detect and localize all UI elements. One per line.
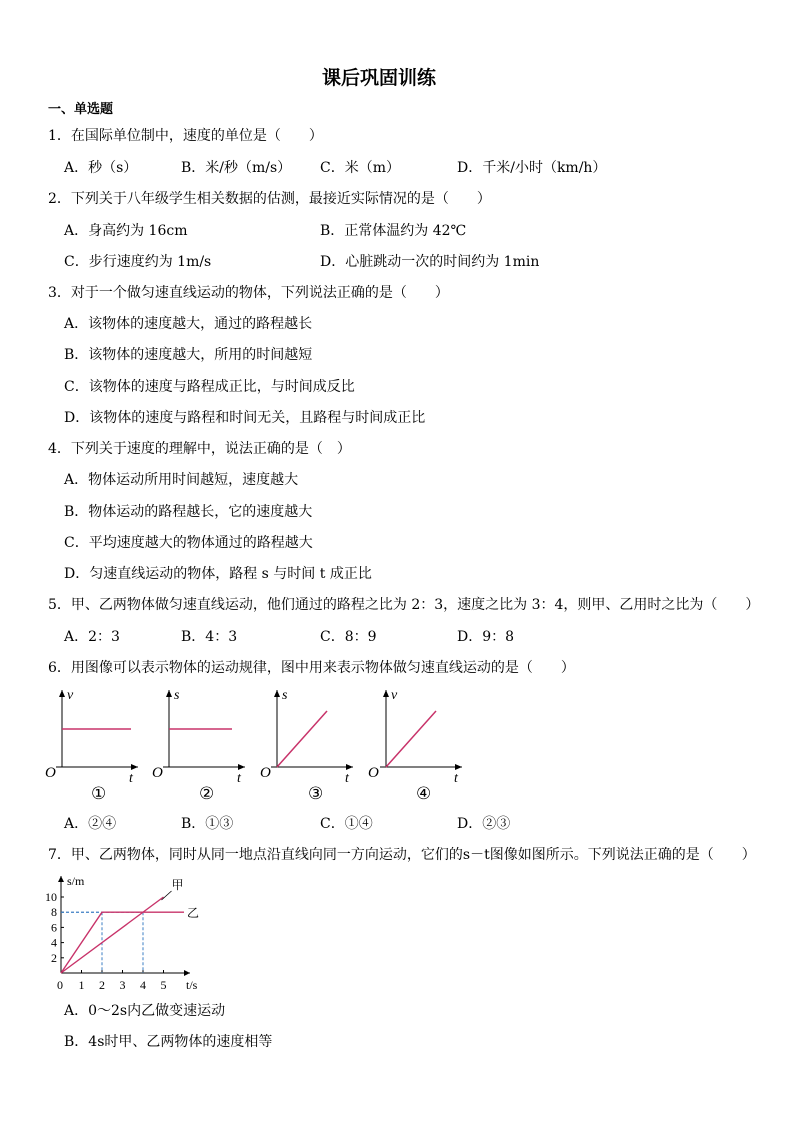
y-tick-label: 6 bbox=[51, 920, 57, 935]
question-1-option-d[interactable]: D．千米/小时（km/h） bbox=[457, 160, 607, 176]
x-tick-label: 5 bbox=[160, 978, 167, 992]
page-title: 课后巩固训练 bbox=[321, 67, 436, 89]
question-4-option-b[interactable]: B．物体运动的路程越长，它的速度越大 bbox=[64, 504, 313, 520]
graph-1-y-label: v bbox=[67, 688, 74, 703]
graph-4-line bbox=[386, 711, 436, 767]
graph-1-origin: O bbox=[45, 765, 56, 781]
graph-3-caption: ③ bbox=[308, 784, 324, 804]
question-4-option-c[interactable]: C．平均速度越大的物体通过的路程越大 bbox=[64, 535, 313, 551]
graph-3-origin: O bbox=[260, 765, 271, 781]
graph-1-caption: ① bbox=[91, 784, 107, 804]
question-1-option-c[interactable]: C．米（m） bbox=[320, 160, 400, 176]
motion-graphs-figure bbox=[40, 684, 480, 784]
question-6-option-b[interactable]: B．①③ bbox=[181, 816, 234, 832]
y-tick-label: 2 bbox=[51, 950, 57, 965]
graph-3 bbox=[260, 688, 353, 784]
graph-4-y-label: v bbox=[391, 688, 398, 703]
question-5-option-c[interactable]: C．8：9 bbox=[320, 629, 377, 645]
graph-1 bbox=[45, 688, 138, 784]
y-tick-label: 10 bbox=[45, 890, 57, 904]
x-tick-label: 2 bbox=[99, 978, 105, 992]
x-axis-label: t/s bbox=[186, 978, 198, 992]
question-3-option-d[interactable]: D．该物体的速度与路程和时间无关，且路程与时间成正比 bbox=[64, 410, 426, 426]
y-tick-label: 4 bbox=[51, 935, 57, 950]
question-3-stem: 3．对于一个做匀速直线运动的物体，下列说法正确的是（ ） bbox=[48, 285, 449, 301]
series-2-label: 乙 bbox=[187, 906, 200, 921]
question-5-option-d[interactable]: D．9：8 bbox=[457, 629, 515, 645]
x-tick-label: 4 bbox=[140, 978, 146, 992]
question-3-option-c[interactable]: C．该物体的速度与路程成正比，与时间成反比 bbox=[64, 379, 355, 395]
series-line-2 bbox=[61, 912, 184, 973]
question-2-option-b[interactable]: B．正常体温约为 42℃ bbox=[320, 223, 467, 239]
question-2-stem: 2．下列关于八年级学生相关数据的估测，最接近实际情况的是（ ） bbox=[48, 191, 491, 207]
graph-4-x-label: t bbox=[454, 771, 458, 784]
graph-2-caption: ② bbox=[199, 784, 215, 804]
question-2-option-c[interactable]: C．步行速度约为 1m/s bbox=[64, 254, 212, 270]
graph-1-x-label: t bbox=[129, 771, 133, 784]
y-tick-label: 8 bbox=[51, 905, 57, 920]
question-7-option-b[interactable]: B．4s时甲、乙两物体的速度相等 bbox=[64, 1034, 273, 1050]
question-6-option-a[interactable]: A．②④ bbox=[64, 816, 117, 832]
y-axis-label: s/m bbox=[67, 874, 85, 888]
question-4-option-a[interactable]: A．物体运动所用时间越短，速度越大 bbox=[64, 472, 299, 488]
series-1-leader bbox=[162, 891, 172, 900]
graph-4-origin: O bbox=[368, 765, 379, 781]
graph-3-line bbox=[277, 711, 327, 767]
question-3-option-a[interactable]: A．该物体的速度越大，通过的路程越长 bbox=[64, 316, 313, 332]
question-2-option-a[interactable]: A．身高约为 16cm bbox=[64, 223, 188, 239]
question-7-stem: 7．甲、乙两物体，同时从同一地点沿直线向同一方向运动，它们的s－t图像如图所示。下列说法正确的是（ ） bbox=[48, 847, 756, 863]
question-2-option-d[interactable]: D．心脏跳动一次的时间约为 1min bbox=[320, 254, 540, 270]
question-1-option-b[interactable]: B．米/秒（m/s） bbox=[181, 160, 292, 176]
graph-4-caption: ④ bbox=[416, 784, 432, 804]
series-1-label: 甲 bbox=[171, 878, 184, 892]
st-graph-chart bbox=[40, 870, 210, 995]
question-5-option-a[interactable]: A．2：3 bbox=[64, 629, 120, 645]
question-5-stem: 5．甲、乙两物体做匀速直线运动，他们通过的路程之比为 2：3，速度之比为 3：4，则甲、乙用时之比为（ ） bbox=[48, 597, 760, 613]
question-1-option-a[interactable]: A．秒（s） bbox=[64, 160, 138, 176]
x-tick-label: 3 bbox=[119, 978, 126, 992]
question-5-option-b[interactable]: B．4：3 bbox=[181, 629, 238, 645]
x-tick-label: 0 bbox=[57, 978, 63, 992]
graph-2-x-label: t bbox=[237, 771, 241, 784]
graph-4 bbox=[368, 688, 462, 784]
question-4-stem: 4．下列关于速度的理解中，说法正确的是（ ） bbox=[48, 441, 351, 457]
series-line-1 bbox=[61, 897, 164, 973]
graph-3-x-label: t bbox=[345, 771, 349, 784]
question-6-option-d[interactable]: D．②③ bbox=[457, 816, 511, 832]
graph-2 bbox=[152, 688, 245, 784]
section-heading: 一、单选题 bbox=[48, 102, 114, 117]
question-4-option-d[interactable]: D．匀速直线运动的物体，路程 s 与时间 t 成正比 bbox=[64, 566, 372, 582]
question-6-stem: 6．用图像可以表示物体的运动规律，图中用来表示物体做匀速直线运动的是（ ） bbox=[48, 660, 575, 676]
x-tick-label: 1 bbox=[78, 978, 85, 992]
graph-2-y-label: s bbox=[174, 688, 180, 703]
question-6-option-c[interactable]: C．①④ bbox=[320, 816, 373, 832]
question-7-option-a[interactable]: A．0～2s内乙做变速运动 bbox=[64, 1003, 226, 1019]
question-1-stem: 1．在国际单位制中，速度的单位是（ ） bbox=[48, 128, 323, 144]
question-3-option-b[interactable]: B．该物体的速度越大，所用的时间越短 bbox=[64, 347, 313, 363]
graph-3-y-label: s bbox=[282, 688, 288, 703]
graph-2-origin: O bbox=[152, 765, 163, 781]
